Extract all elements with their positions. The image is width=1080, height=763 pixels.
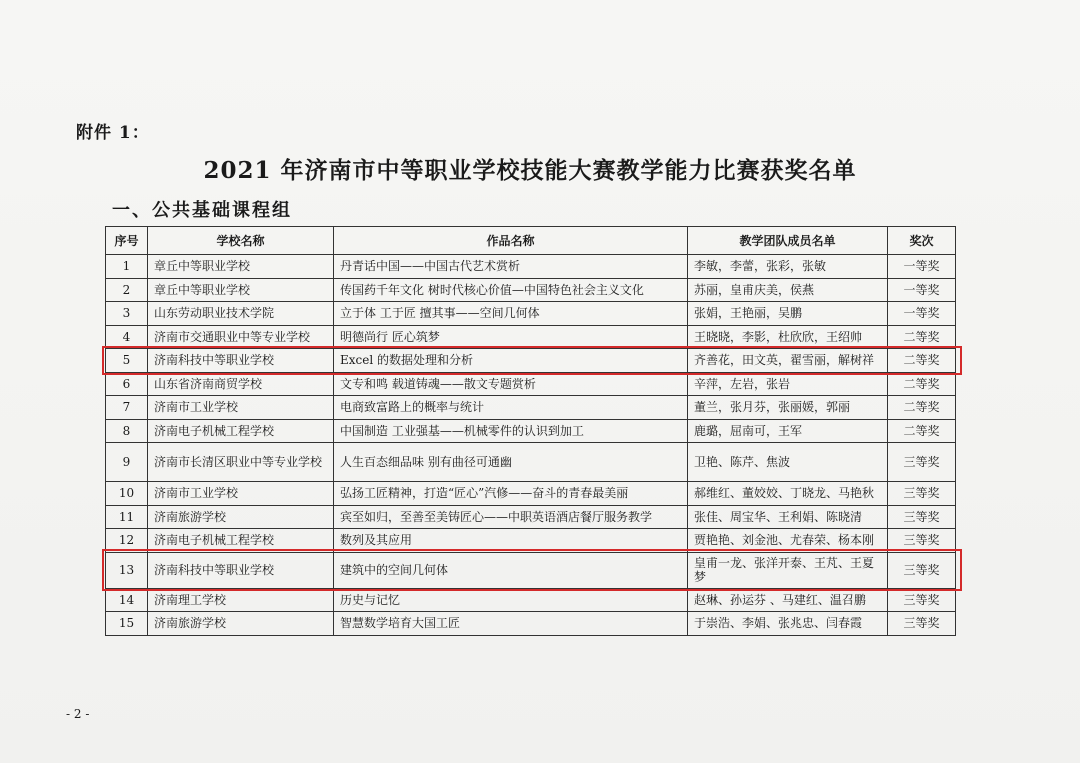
cell-no: 2 (106, 278, 148, 302)
cell-work: 文专和鸣 载道铸魂——散文专题赏析 (334, 372, 688, 396)
cell-school: 济南电子机械工程学校 (148, 419, 334, 443)
cell-work: 传国药千年文化 树时代核心价值—中国特色社会主义文化 (334, 278, 688, 302)
document-title: 2021 年济南市中等职业学校技能大赛教学能力比赛获奖名单 (203, 157, 857, 184)
cell-school: 章丘中等职业学校 (148, 255, 334, 279)
table-row (106, 419, 956, 443)
cell-team: 赵琳、孙运芬 、马建红、温召鹏 (688, 588, 888, 612)
table-row (106, 255, 956, 279)
cell-team: 王晓晓，李影，杜欣欣，王绍帅 (688, 325, 888, 349)
table-row (106, 505, 956, 529)
table-row (106, 612, 956, 636)
table-header-row (106, 227, 956, 255)
header-work: 作品名称 (334, 227, 688, 255)
table-row (106, 302, 956, 326)
cell-team: 贾艳艳、刘金池、尤春荣、杨本刚 (688, 529, 888, 553)
cell-work: 中国制造 工业强基——机械零件的认识到加工 (334, 419, 688, 443)
table-row (106, 396, 956, 420)
cell-no: 3 (106, 302, 148, 326)
cell-school: 济南市长清区职业中等专业学校 (148, 443, 334, 482)
table-row (106, 482, 956, 506)
table-row (106, 372, 956, 396)
cell-no: 6 (106, 372, 148, 396)
cell-work: 建筑中的空间几何体 (334, 552, 688, 588)
cell-team: 鹿璐，屈南可，王军 (688, 419, 888, 443)
cell-work: 立于体 工于匠 擅其事——空间几何体 (334, 302, 688, 326)
table-row (106, 443, 956, 482)
cell-no: 4 (106, 325, 148, 349)
cell-school: 山东劳动职业技术学院 (148, 302, 334, 326)
header-no: 序号 (106, 227, 148, 255)
cell-award: 二等奖 (888, 419, 956, 443)
cell-work: 历史与记忆 (334, 588, 688, 612)
cell-award: 二等奖 (888, 325, 956, 349)
cell-award: 二等奖 (888, 349, 956, 373)
cell-team: 卫艳、陈芹、焦波 (688, 443, 888, 482)
header-team: 教学团队成员名单 (688, 227, 888, 255)
cell-team: 董兰，张月芬，张丽媛，郭丽 (688, 396, 888, 420)
cell-award: 三等奖 (888, 482, 956, 506)
cell-team: 于崇浩、李娟、张兆忠、闫春霞 (688, 612, 888, 636)
cell-award: 三等奖 (888, 443, 956, 482)
cell-award: 三等奖 (888, 588, 956, 612)
cell-school: 济南市交通职业中等专业学校 (148, 325, 334, 349)
cell-work: 明德尚行 匠心筑梦 (334, 325, 688, 349)
cell-work: 数列及其应用 (334, 529, 688, 553)
cell-work: 电商致富路上的概率与统计 (334, 396, 688, 420)
cell-work: 弘扬工匠精神，打造“匠心”汽修——奋斗的青春最美丽 (334, 482, 688, 506)
cell-school: 济南旅游学校 (148, 505, 334, 529)
cell-no: 14 (106, 588, 148, 612)
cell-work: Excel 的数据处理和分析 (334, 349, 688, 373)
cell-no: 13 (106, 552, 148, 588)
cell-no: 10 (106, 482, 148, 506)
cell-award: 二等奖 (888, 372, 956, 396)
page-number: - 2 - (66, 707, 90, 721)
cell-school: 济南市工业学校 (148, 482, 334, 506)
cell-team: 齐善花，田文英，翟雪丽，解树祥 (688, 349, 888, 373)
cell-no: 1 (106, 255, 148, 279)
cell-award: 一等奖 (888, 278, 956, 302)
highlight-box-row-13 (102, 549, 962, 591)
cell-no: 5 (106, 349, 148, 373)
cell-award: 一等奖 (888, 255, 956, 279)
cell-award: 三等奖 (888, 612, 956, 636)
cell-no: 12 (106, 529, 148, 553)
section-title: 一、公共基础课程组 (112, 200, 292, 221)
cell-team: 苏丽，皇甫庆美，侯燕 (688, 278, 888, 302)
cell-award: 三等奖 (888, 529, 956, 553)
cell-team: 张娟，王艳丽，吴鹏 (688, 302, 888, 326)
cell-school: 济南理工学校 (148, 588, 334, 612)
cell-award: 一等奖 (888, 302, 956, 326)
cell-school: 济南旅游学校 (148, 612, 334, 636)
cell-team: 李敏，李蕾，张彩，张敏 (688, 255, 888, 279)
cell-work: 智慧数学培育大国工匠 (334, 612, 688, 636)
cell-work: 宾至如归，至善至美铸匠心——中职英语酒店餐厅服务教学 (334, 505, 688, 529)
cell-award: 三等奖 (888, 505, 956, 529)
cell-award: 三等奖 (888, 552, 956, 588)
cell-work: 丹青话中国——中国古代艺术赏析 (334, 255, 688, 279)
header-school: 学校名称 (148, 227, 334, 255)
cell-team: 郝维红、董姣姣、丁晓龙、马艳秋 (688, 482, 888, 506)
cell-no: 8 (106, 419, 148, 443)
highlight-box-row-5 (102, 346, 962, 376)
cell-school: 济南电子机械工程学校 (148, 529, 334, 553)
cell-school: 济南市工业学校 (148, 396, 334, 420)
cell-award: 二等奖 (888, 396, 956, 420)
table-row (106, 588, 956, 612)
cell-school: 山东省济南商贸学校 (148, 372, 334, 396)
cell-no: 9 (106, 443, 148, 482)
cell-no: 15 (106, 612, 148, 636)
cell-team: 张佳、周宝华、王利娟、陈晓清 (688, 505, 888, 529)
table-row (106, 278, 956, 302)
cell-school: 济南科技中等职业学校 (148, 552, 334, 588)
header-award: 奖次 (888, 227, 956, 255)
cell-team: 皇甫一龙、张洋开泰、王芃、王夏梦 (688, 552, 888, 588)
cell-school: 章丘中等职业学校 (148, 278, 334, 302)
cell-no: 7 (106, 396, 148, 420)
cell-school: 济南科技中等职业学校 (148, 349, 334, 373)
cell-no: 11 (106, 505, 148, 529)
cell-work: 人生百态细品味 别有曲径可通幽 (334, 443, 688, 482)
cell-team: 辛萍，左岩，张岩 (688, 372, 888, 396)
annex-label: 附件 1： (76, 123, 150, 143)
